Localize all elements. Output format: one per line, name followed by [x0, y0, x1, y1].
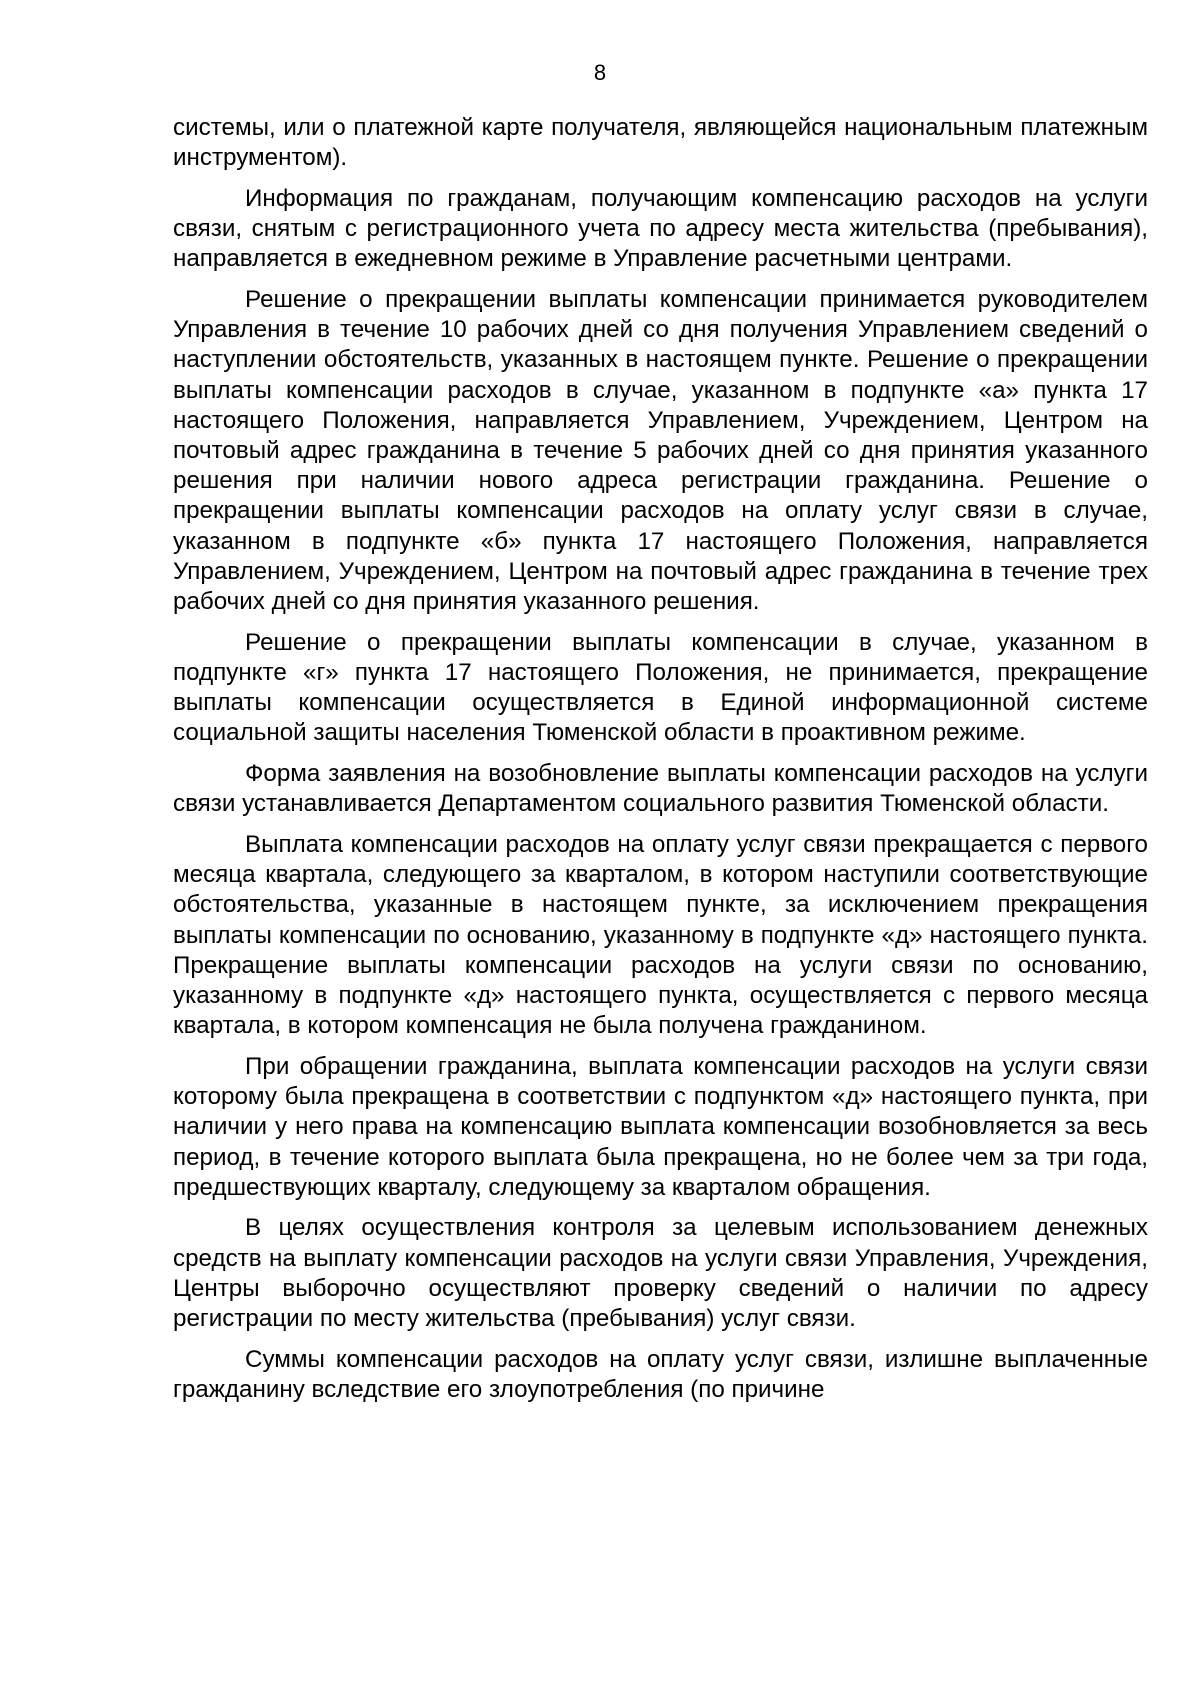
paragraph: При обращении гражданина, выплата компенсации расходов на услуги связи которому была прекращена в соответствии с подпунктом «д» настоящего пункта, при наличии у него права на компенсацию выплата компенсации возобновляется за весь период, в течение которого выплата была прекращена, но не более чем за три года, предшествующих кварталу, следующему за кварталом обращения.: [173, 1052, 1148, 1201]
paragraph: Решение о прекращении выплаты компенсации принимается руководителем Управления в течение 10 рабочих дней со дня получения Управлением сведений о наступлении обстоятельств, указанных в настоящем пункте. Решение о прекращении выплаты компенсации расходов в случае, указанном в подпункте «а» пункта 17 настоящего Положения, направляется Управлением, Учреждением, Центром на почтовый адрес гражданина в течение 5 рабочих дней со дня принятия указанного решения при наличии нового адреса регистрации гражданина. Решение о прекращении выплаты компенсации расходов на оплату услуг связи в случае, указанном в подпункте «б» пункта 17 настоящего Положения, направляется Управлением, Учреждением, Центром на почтовый адрес гражданина в течение трех рабочих дней со дня принятия указанного решения.: [173, 286, 1148, 616]
paragraph: Выплата компенсации расходов на оплату услуг связи прекращается с первого месяца квартала, следующего за кварталом, в котором наступили соответствующие обстоятельства, указанные в настоящем пункте, за исключением прекращения выплаты компенсации по основанию, указанному в подпункте «д» настоящего пункта. Прекращение выплаты компенсации расходов на услуги связи по основанию, указанному в подпункте «д» настоящего пункта, осуществляется с первого месяца квартала, в котором компенсация не была получена гражданином.: [173, 830, 1148, 1040]
paragraph-continuation: системы, или о платежной карте получателя, являющейся национальным платежным инструментом).: [173, 114, 1148, 172]
paragraph: Решение о прекращении выплаты компенсации в случае, указанном в подпункте «г» пункта 17 настоящего Положения, не принимается, прекращение выплаты компенсации осуществляется в Единой информационной системе социальной защиты населения Тюменской области в проактивном режиме.: [173, 628, 1148, 747]
paragraph: Суммы компенсации расходов на оплату услуг связи, излишне выплаченные гражданину вследствие его злоупотребления (по причине: [173, 1345, 1148, 1403]
paragraph: Информация по гражданам, получающим компенсацию расходов на услуги связи, снятым с регистрационного учета по адресу места жительства (пребывания), направляется в ежедневном режиме в Управление расчетными центрами.: [173, 184, 1148, 273]
page-number: 8: [593, 60, 607, 85]
document-body: [173, 113, 1148, 1416]
paragraph: В целях осуществления контроля за целевым использованием денежных средств на выплату компенсации расходов на услуги связи Управления, Учреждения, Центры выборочно осуществляют проверку сведений о наличии по адресу регистрации по месту жительства (пребывания) услуг связи.: [173, 1214, 1148, 1333]
paragraph: Форма заявления на возобновление выплаты компенсации расходов на услуги связи устанавливается Департаментом социального развития Тюменской области.: [173, 760, 1148, 818]
